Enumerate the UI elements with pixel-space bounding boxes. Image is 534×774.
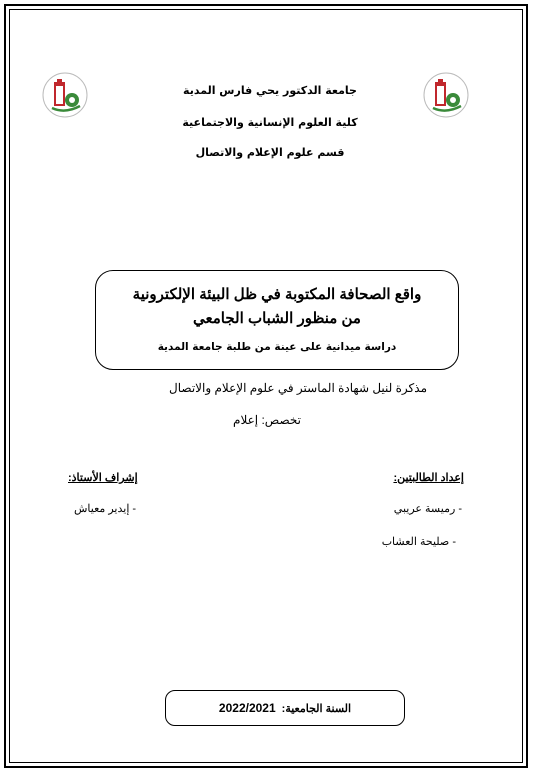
students-label: إعداد الطالبتين: (393, 472, 464, 484)
supervisor-name: - إيدير معياش (74, 503, 137, 515)
student-name-2: - صليحة العشاب (381, 536, 456, 548)
department-name: قسم علوم الإعلام والاتصال (195, 146, 345, 159)
academic-year-box (165, 690, 405, 726)
thesis-subtitle: دراسة ميدانية على عينة من طلبة جامعة المدية (157, 341, 397, 353)
faculty-name: كلية العلوم الإنسانية والاجتماعية (182, 116, 358, 129)
academic-year-value: 2022/2021 (218, 701, 276, 715)
supervisor-label: إشراف الأستاذ: (68, 472, 138, 484)
academic-year-label: السنة الجامعية: (281, 702, 352, 715)
university-name: جامعة الدكتور يحي فارس المدية (183, 84, 357, 97)
memo-specialty: تخصص: إعلام (233, 413, 301, 427)
thesis-title-box (95, 270, 459, 370)
university-logo-left (42, 72, 88, 118)
memo-purpose: مذكرة لنيل شهادة الماستر في علوم الإعلام والاتصال (169, 381, 427, 395)
thesis-title-line2: من منظور الشباب الجامعي (193, 310, 361, 327)
university-logo-right (423, 72, 469, 118)
student-name-1: - رميسة عريبي (393, 503, 462, 515)
thesis-title-line1: واقع الصحافة المكتوبة في ظل البيئة الإلكترونية (132, 286, 422, 303)
